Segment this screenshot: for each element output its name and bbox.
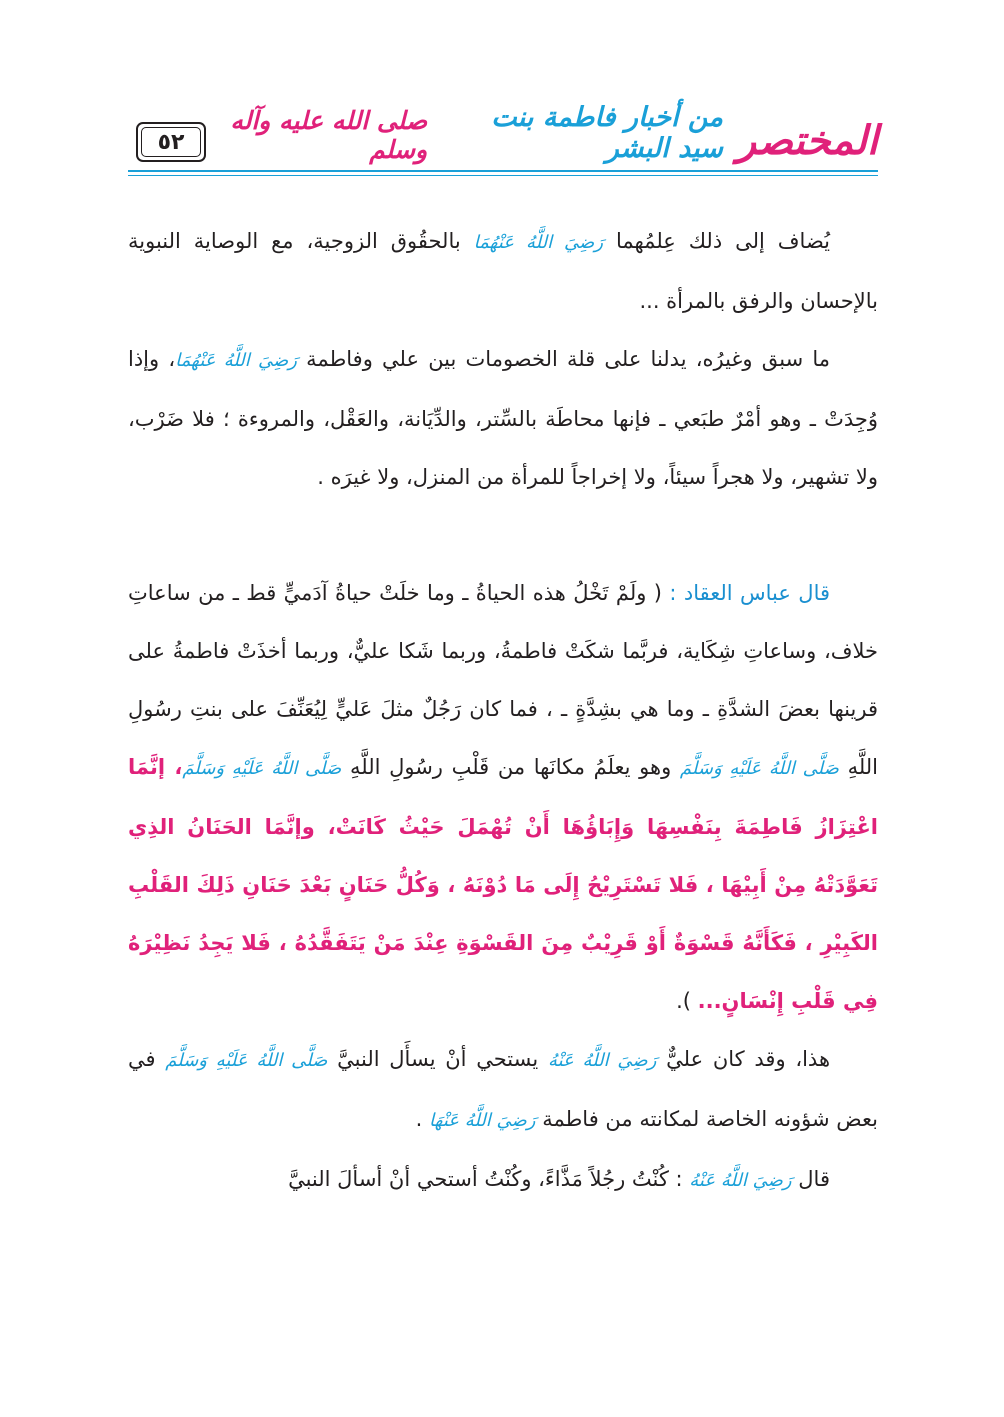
text: . [415, 1107, 430, 1131]
book-title [220, 102, 878, 164]
honorific: صَلَّى اللَّهُ عَلَيْهِ وَسَلَّمَ [165, 1050, 328, 1071]
page-number: ٥٢ [136, 122, 206, 162]
honorific: رَضِيَ اللَّهُ عَنْهُمَا [473, 232, 604, 253]
text: يُضاف إلى ذلك عِلمُهما [603, 229, 830, 253]
honorific: صَلَّى اللَّهُ عَلَيْهِ وَسَلَّمَ [182, 758, 342, 779]
honorific: صَلَّى اللَّهُ عَلَيْهِ وَسَلَّمَ [679, 758, 839, 779]
text: هذا، وقد كان عليٌّ [656, 1047, 831, 1071]
text: ما سبق وغيرُه، يدلنا على قلة الخصومات بين علي وفاطمة [297, 347, 830, 371]
header-divider-thin [128, 175, 878, 176]
paragraph-3 [128, 564, 878, 1030]
text: بالحقُوق الزوجية، مع الوصاية النبوية بالإحسان والرفق بالمرأة ... [128, 229, 878, 313]
title-sub: من أخبار فاطمة بنت سيد البشر [491, 102, 723, 164]
text: ). [676, 989, 698, 1013]
page-header [128, 100, 878, 180]
paragraph-4 [128, 1030, 878, 1150]
quote-attribution: قال عباس العقاد : [669, 581, 831, 605]
text: يستحي أنْ يسأَل النبيَّ [327, 1047, 548, 1071]
text: : كُنْتُ رجُلاً مَذَّاءً، وكُنْتُ أستحي أنْ أسألَ النبيَّ [288, 1167, 690, 1191]
honorific: رَضِيَ اللَّهُ عَنْهُ [547, 1050, 657, 1071]
text: ( ولَمْ تَخْلُ هذه الحياةُ ـ وما خلَتْ حياةُ آدَميٍّ قط ـ من ساعاتِ خلاف، وساعاتِ شِكَاية، فربَّما شكَتْ فاطمةُ، وربما شَكا عليٌّ، وربما أخذَتْ فاطمةُ على قرينها بعضَ الشدَّةِ ـ وما هي بشِدَّةٍ ـ ، فما كان رَجُلٌ مثلَ عَليٍّ لِيُعَنِّفَ على بنتِ رسُولِ اللَّهِ [128, 581, 879, 779]
highlighted-quote: ، إنَّمَا اعْتِزَازُ فَاطِمَةَ بِنَفْسِهَا وَإِبَاؤُهَا أَنْ تُهْمَلَ حَيْثُ كَانَتْ، [128, 755, 878, 839]
paragraph-1 [128, 212, 878, 330]
honorific: رَضِيَ اللَّهُ عَنْهُ [689, 1170, 792, 1191]
title-salah: صلى الله عليه وآله وسلم [230, 106, 428, 164]
page-body [128, 212, 878, 1210]
text: في بعض شؤونه الخاصة لمكانته من فاطمة [128, 1047, 878, 1131]
text: ، وإذا وُجِدَتْ ـ وهو أمْرٌ طبَعي ـ فإنها محاطَة بالسِّتر، والدِّيَانة، والعَقْل، والمروءة ؛ فلا ضَرْب، ولا تشهير، ولا هجراً سيئاً، ولا إخراجاً للمرأة من المنزل، ولا غيرَه . [128, 347, 878, 489]
honorific: رَضِيَ اللَّهُ عَنْهُمَا [175, 350, 297, 371]
paragraph-2 [128, 330, 878, 506]
highlighted-quote: وَكُلُّ حَنَانٍ بَعْدَ حَنَانِ ذَلِكَ القَلْبِ الكَبِيْرِ ، فَكَأَنَّهُ قَسْوَةٌ أَوْ قَرِيْبٌ مِنَ القَسْوَةِ عِنْدَ مَنْ يَتَفَقَّدُهُ ، فَلا يَجِدُ نَظِيْرَهُ فِي قَلْبِ إِنْسَانٍ... [128, 873, 878, 1013]
paragraph-5 [128, 1150, 878, 1210]
highlighted-quote: وإنَّمَا الحَنَانُ الذِي تَعَوَّدَتْهُ مِنْ أَبِيْهَا ، فَلا تَسْتَرِيْحُ إِلَى مَا دُوْنَهُ ، [128, 815, 878, 897]
header-divider [128, 170, 878, 172]
paragraph-spacer [128, 506, 878, 564]
title-main: المختصر [736, 117, 878, 164]
text: وهو يعلَمُ مكانَها من قَلْبِ رسُولِ اللَّهِ [341, 755, 680, 779]
text: قال [791, 1167, 830, 1191]
honorific: رَضِيَ اللَّهُ عَنْهَا [429, 1110, 536, 1131]
